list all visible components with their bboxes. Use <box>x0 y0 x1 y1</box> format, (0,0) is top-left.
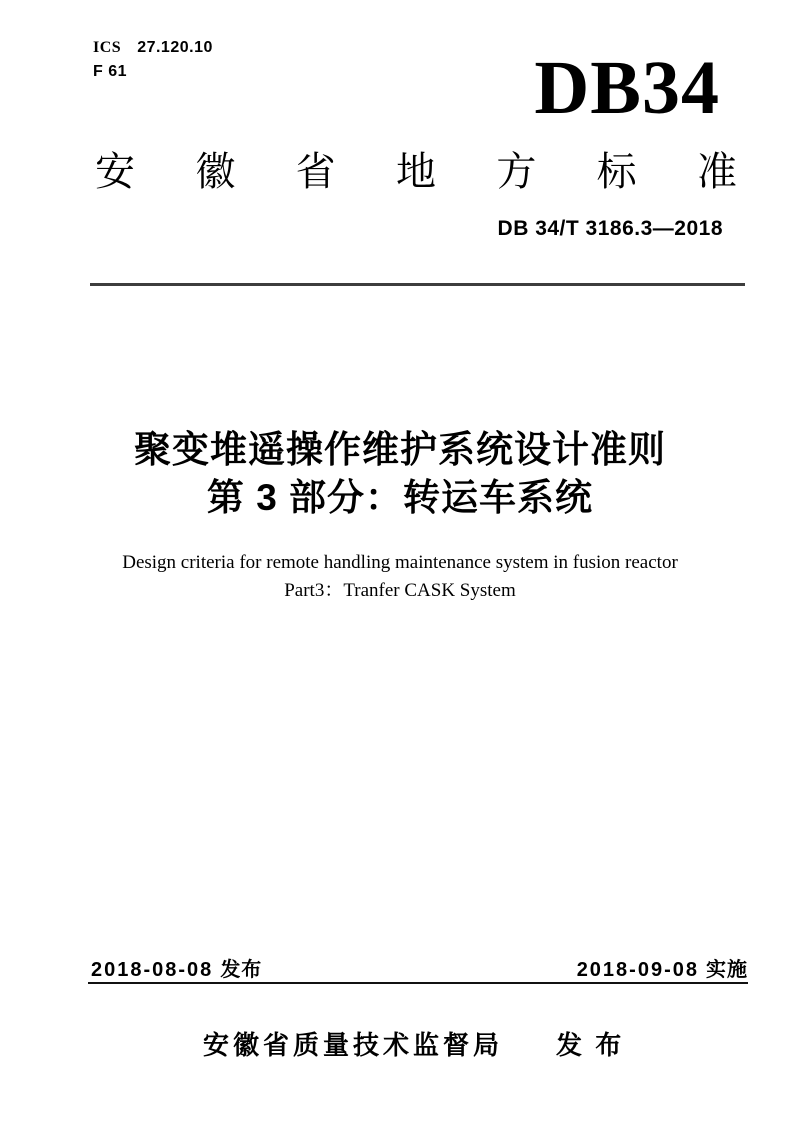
title-line1: 聚变堆遥操作维护系统设计准则 <box>134 429 666 470</box>
publish-label: 发 布 <box>556 1030 625 1060</box>
standard-name-char: 准 <box>696 150 737 194</box>
standard-name-char: 地 <box>395 150 436 194</box>
standard-name-char: 省 <box>295 150 336 194</box>
implementation-label: 实施 <box>706 959 748 981</box>
footer-rule <box>88 982 748 984</box>
date-row <box>91 953 748 982</box>
ics-code: 27.120.10 <box>137 39 213 56</box>
english-title-line1: Design criteria for remote handling maintenance system in fusion reactor <box>122 552 678 573</box>
standard-doc-number: DB 34/T 3186.3—2018 <box>497 217 723 240</box>
english-title-line2: Part3：Tranfer CASK System <box>284 580 516 601</box>
title-line2: 第 3 部分：转运车系统 <box>206 477 594 518</box>
standard-name-char: 方 <box>496 150 537 194</box>
ics-label: ICS <box>93 39 122 56</box>
header-rule <box>90 283 745 286</box>
issue-date-group <box>91 953 262 982</box>
issue-label: 发布 <box>220 959 263 981</box>
ics-line <box>93 36 213 60</box>
publisher-name: 安徽省质量技术监督局 <box>203 1030 504 1060</box>
classification-code: F 61 <box>93 63 128 80</box>
provincial-standard-name <box>95 148 737 196</box>
db34-logo: DB34 <box>534 46 720 130</box>
standard-name-char: 徽 <box>195 150 236 194</box>
issue-date: 2018-08-08 <box>91 959 214 981</box>
standard-name-char: 安 <box>95 150 135 194</box>
standard-name-char: 标 <box>596 150 637 194</box>
implementation-date: 2018-09-08 <box>576 959 699 981</box>
ics-block <box>93 36 213 84</box>
implementation-date-group <box>577 953 748 982</box>
